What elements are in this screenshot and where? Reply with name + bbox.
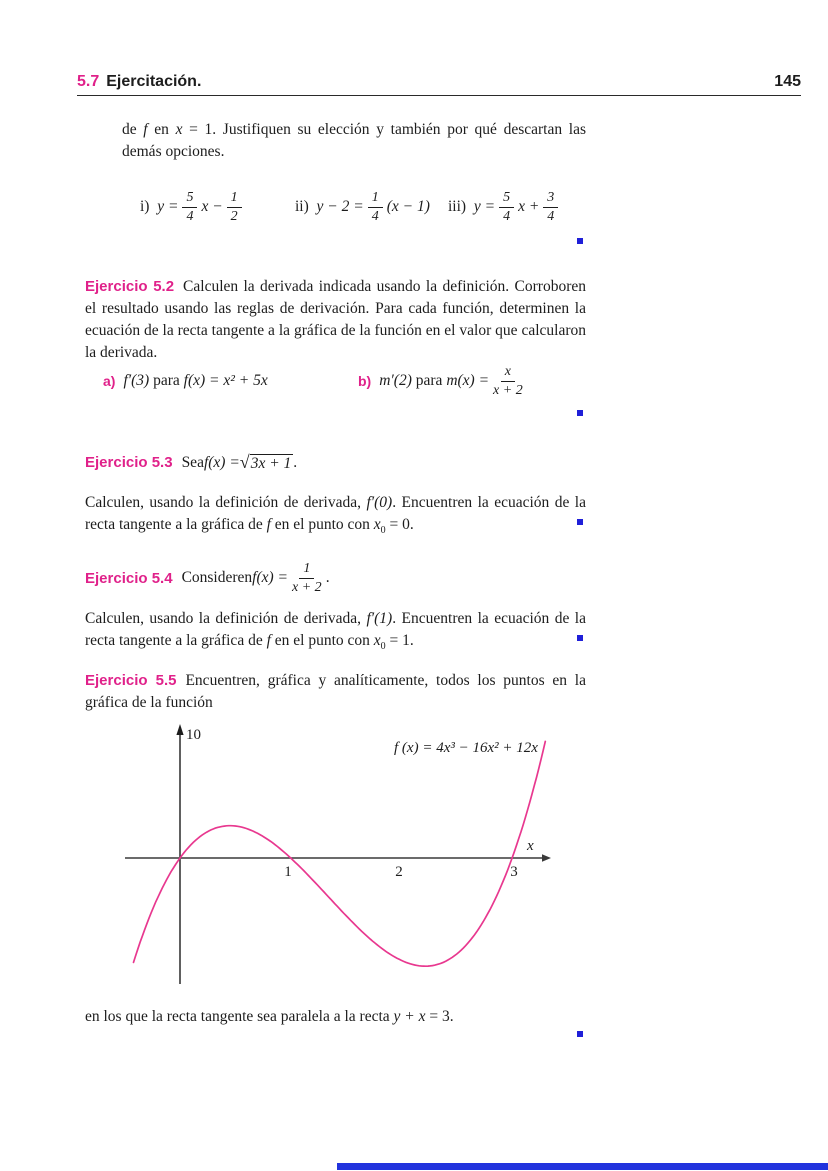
fraction: $\frac{1}{2}$ [227,190,242,224]
ejercicio-5-4-label: Ejercicio 5.4 [85,569,173,587]
page-number: 145 [774,73,801,90]
body-text: . Encuentren la ecuación de la recta tangente a la gráfica de [85,610,586,649]
body-text: en el punto con [270,516,374,533]
body-text: = 1. [385,632,414,649]
fraction: $\frac{1}{x + 2}$ [292,561,322,595]
end-of-exercise-marker [577,1031,583,1037]
option-i-math: x − [201,198,223,215]
option-ii-math: y − 2 = [316,198,364,215]
x-axis-arrow-icon [542,854,551,862]
closing-paragraph [85,1006,586,1028]
body-text: = 0. [385,516,414,533]
math-x0: x [373,632,381,649]
option-i [140,185,246,229]
period: . [325,569,330,586]
ejercicio-5-2 [85,276,586,364]
intro-text: = 1. Justifiquen su elección y también por qué descartan las demás opciones. [122,121,586,160]
body-text: Calculen, usando la definición de derivada, [85,494,367,511]
function-graph [118,712,578,1002]
fraction: $\frac{5}{4}$ [499,190,514,224]
item-b-label: b) [358,373,372,389]
option-iii-math: x + [518,198,540,215]
section-number: 5.7 [77,73,100,90]
item-b-text: para [415,372,443,389]
math-fx: f(x) = [203,453,240,471]
y-axis-arrow-icon [176,724,183,735]
math-fx: f(x) = [252,569,289,586]
item-a-text: para [153,372,180,389]
option-iii [448,185,562,229]
fraction: $\frac{3}{4}$ [543,190,558,224]
fraction: $\frac{x}{x + 2}$ [493,364,523,398]
header-rule [77,95,801,96]
ejercicio-5-5-label: Ejercicio 5.5 [85,672,177,689]
intro-paragraph [122,119,586,163]
end-of-exercise-marker [577,635,583,641]
end-of-exercise-marker [577,519,583,525]
x-tick-3: 3 [510,864,518,880]
option-iii-label: iii) [448,198,467,215]
period: . [293,453,298,471]
item-a-label: a) [103,373,116,389]
ejercicio-5-2-label: Ejercicio 5.2 [85,278,175,295]
item-a [103,358,268,404]
ejercicio-5-3-heading [85,452,297,473]
fraction: $\frac{5}{4}$ [182,190,197,224]
closing-text: = 3. [425,1008,454,1025]
item-a-math: f′(3) [123,372,150,389]
x-tick-2: 2 [395,864,403,880]
bottom-blue-bar [337,1163,828,1170]
math-x0-sub: 0 [380,525,386,537]
option-iii-math: y = [473,198,496,215]
end-of-exercise-marker [577,238,583,244]
cubic-curve [134,741,546,966]
item-b [358,358,527,404]
function-label: f (x) = 4x³ − 16x² + 12x [394,740,538,756]
option-ii-label: ii) [295,198,309,215]
item-b-math: m′(2) [379,372,412,389]
fraction: $\frac{1}{4}$ [368,190,383,224]
math-f: f [143,121,148,138]
math-x0: x [373,516,381,533]
intro-text: en [147,121,176,138]
option-i-math: y = [157,198,179,215]
x-axis-label: x [527,838,534,854]
math-x0-sub: 0 [380,641,386,653]
closing-text: en los que la recta tangente sea paralela a la recta [85,1008,394,1025]
x-tick-1: 1 [284,864,292,880]
end-of-exercise-marker [577,410,583,416]
ejercicio-5-3-label: Ejercicio 5.3 [85,454,173,471]
section-title: Ejercitación. [106,73,202,90]
body-text: . Encuentren la ecuación de la recta tangente a la gráfica de [85,494,586,533]
item-a-math: f(x) = x² + 5x [183,372,268,389]
body-text: en el punto con [270,632,374,649]
ejercicio-5-4-body [85,608,586,658]
option-i-label: i) [140,198,150,215]
option-ii [295,185,430,229]
ejercicio-5-2-body: Calculen la derivada indicada usando la definición. Corroboren el resultado usando las reglas de derivación. Para cada función, determinen la ecuación de la recta tangente a la gráfica de la función en el valor que calcularon la derivada. [85,278,586,361]
math-derivative: f′(1) [366,610,393,627]
ejercicio-5-4-heading [85,556,330,600]
y-axis-top-label: 10 [186,727,201,743]
math-derivative: f′(0) [366,494,393,511]
option-ii-math: (x − 1) [386,198,430,215]
ejercicio-5-3-text: Sea [181,453,204,471]
ejercicio-5-3-body [85,492,586,542]
closing-math: y + x [393,1008,426,1025]
body-text: Calculen, usando la definición de derivada, [85,610,367,627]
square-root: √3x + 1 [239,452,292,472]
section-heading [77,72,201,92]
item-b-math: m(x) = [446,372,490,389]
ejercicio-5-5-heading [85,670,586,714]
math-x: x [175,121,183,138]
ejercicio-5-4-text: Consideren [181,569,253,586]
page-header [77,72,801,92]
ejercicio-5-5-body: Encuentren, gráfica y analíticamente, todos los puntos en la gráfica de la función [85,672,586,711]
math-f: f [266,632,271,649]
intro-text: de [122,121,144,138]
math-f: f [266,516,271,533]
